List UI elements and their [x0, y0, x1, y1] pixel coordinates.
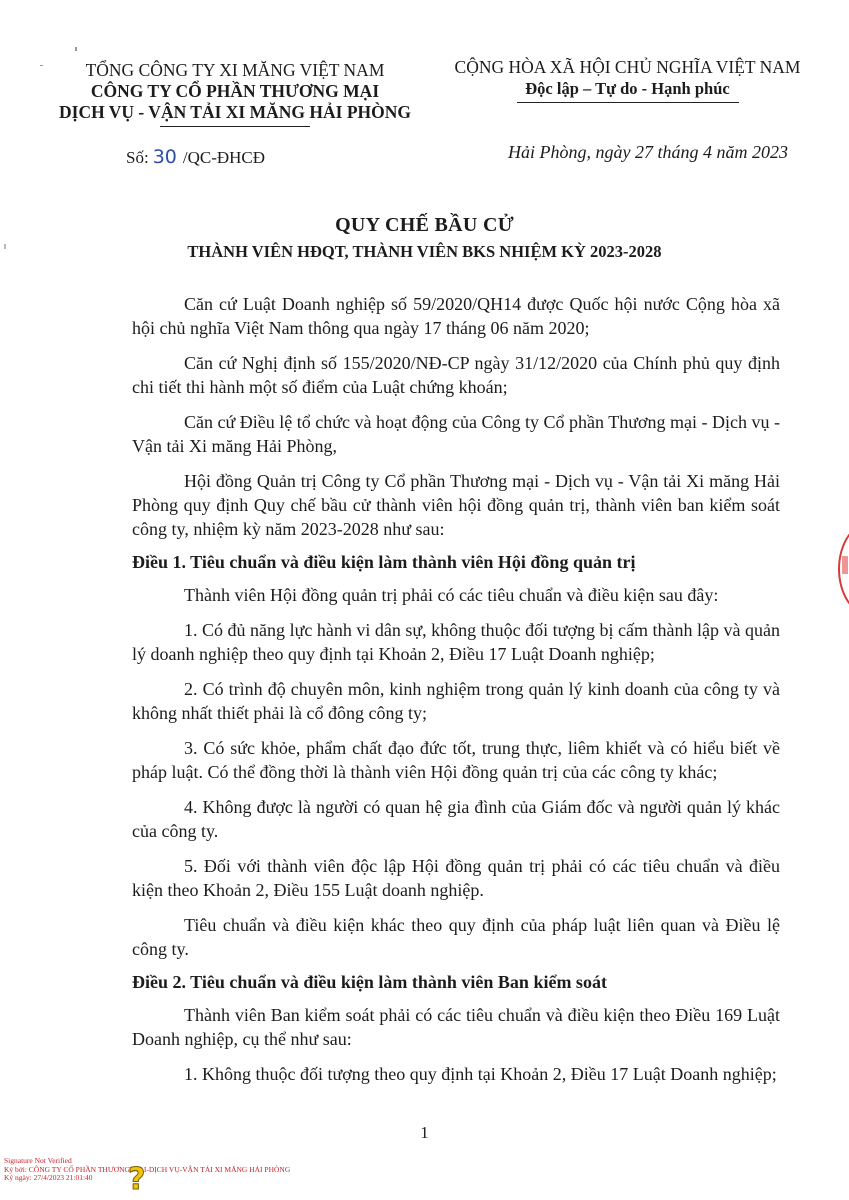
national-motto: Độc lập – Tự do - Hạnh phúc [525, 79, 730, 98]
legal-basis-2: Căn cứ Nghị định số 155/2020/NĐ-CP ngày 31/12/2020 của Chính phủ quy định chi tiết thi hành một số điểm của Luật chứng khoán; [132, 353, 780, 397]
article-2-heading: Điều 2. Tiêu chuẩn và điều kiện làm thành viên Ban kiểm soát [132, 972, 607, 992]
scan-artifact [75, 47, 77, 51]
document-subtitle: THÀNH VIÊN HĐQT, THÀNH VIÊN BKS NHIỆM KỲ 2023-2028 [187, 242, 662, 261]
doc-number-suffix: /QC-ĐHCĐ [182, 148, 266, 167]
doc-number-handwritten: 30 [152, 146, 177, 168]
legal-basis-1: Căn cứ Luật Doanh nghiệp số 59/2020/QH14 được Quốc hội nước Cộng hòa xã hội chủ nghĩa Việt Nam thông qua ngày 17 tháng 06 năm 2020; [132, 294, 780, 338]
unverified-signature-icon[interactable]: ? [128, 1162, 146, 1197]
signature-date: Ký ngày: 27/4/2023 21:01:40 [4, 1173, 93, 1182]
article-1-item-5: 5. Đối với thành viên độc lập Hội đồng quản trị phải có các tiêu chuẩn và điều kiện theo Khoản 2, Điều 155 Luật doanh nghiệp. [132, 856, 780, 900]
signature-status: Signature Not Verified [4, 1156, 72, 1165]
parent-org-name: TỔNG CÔNG TY XI MĂNG VIỆT NAM [85, 60, 385, 80]
company-name-line2: DỊCH VỤ - VẬN TẢI XI MĂNG HẢI PHÒNG [59, 102, 411, 122]
digital-signature-block[interactable] [4, 1157, 304, 1183]
article-1-closing: Tiêu chuẩn và điều kiện khác theo quy định của pháp luật liên quan và Điều lệ công ty. [132, 915, 780, 959]
signature-signer: Ký bởi: CÔNG TY CỔ PHẦN THƯƠNG MẠI-DỊCH VỤ-VẬN TẢI XI MĂNG HẢI PHÒNG [4, 1164, 291, 1174]
scan-artifact [4, 244, 6, 249]
article-2-intro: Thành viên Ban kiểm soát phải có các tiêu chuẩn và điều kiện theo Điều 169 Luật Doanh nghiệp, cụ thể như sau: [132, 1005, 780, 1049]
company-name-line1: CÔNG TY CỔ PHẦN THƯƠNG MẠI [90, 81, 380, 101]
document-body [132, 292, 780, 1097]
place-and-date: Hải Phòng, ngày 27 tháng 4 năm 2023 [508, 142, 788, 162]
article-1-item-4: 4. Không được là người có quan hệ gia đình của Giám đốc và người quản lý khác của công ty. [132, 797, 780, 841]
country-name: CỘNG HÒA XÃ HỘI CHỦ NGHĨA VIỆT NAM [454, 57, 801, 77]
scan-artifact [40, 65, 43, 66]
article-1-item-2: 2. Có trình độ chuyên môn, kinh nghiệm trong quản lý kinh doanh của công ty và không nhất thiết phải là cổ đông công ty; [132, 679, 780, 723]
motto-underline [517, 102, 739, 103]
page-number: 1 [420, 1123, 429, 1142]
issuer-underline [160, 126, 310, 127]
article-1-heading: Điều 1. Tiêu chuẩn và điều kiện làm thành viên Hội đồng quản trị [132, 552, 636, 572]
issuer-block [30, 60, 440, 127]
document-title: QUY CHẾ BẦU CỬ [335, 214, 514, 236]
document-number [126, 146, 265, 168]
legal-basis-3: Căn cứ Điều lệ tổ chức và hoạt động của Công ty Cổ phần Thương mại - Dịch vụ - Vận tải Xi măng Hải Phòng, [132, 412, 780, 456]
preamble: Hội đồng Quản trị Công ty Cổ phần Thương mại - Dịch vụ - Vận tải Xi măng Hải Phòng quy định Quy chế bầu cử thành viên hội đồng quản trị, thành viên ban kiểm soát công ty, nhiệm kỳ năm 2023-2028 như sau: [132, 471, 780, 539]
national-header [440, 56, 815, 103]
article-2-item-1: 1. Không thuộc đối tượng theo quy định tại Khoản 2, Điều 17 Luật Doanh nghiệp; [184, 1064, 777, 1084]
article-1-item-1: 1. Có đủ năng lực hành vi dân sự, không thuộc đối tượng bị cấm thành lập và quản lý doanh nghiệp theo quy định tại Khoản 2, Điều 17 Luật Doanh nghiệp; [132, 620, 780, 664]
article-1-item-3: 3. Có sức khỏe, phẩm chất đạo đức tốt, trung thực, liêm khiết và có hiểu biết về pháp luật. Có thể đồng thời là thành viên Hội đồng quản trị của các công ty khác; [132, 738, 780, 782]
doc-number-prefix: Số: [126, 148, 149, 167]
article-1-intro: Thành viên Hội đồng quản trị phải có các tiêu chuẩn và điều kiện sau đây: [184, 585, 719, 605]
seal-mark [842, 556, 848, 574]
